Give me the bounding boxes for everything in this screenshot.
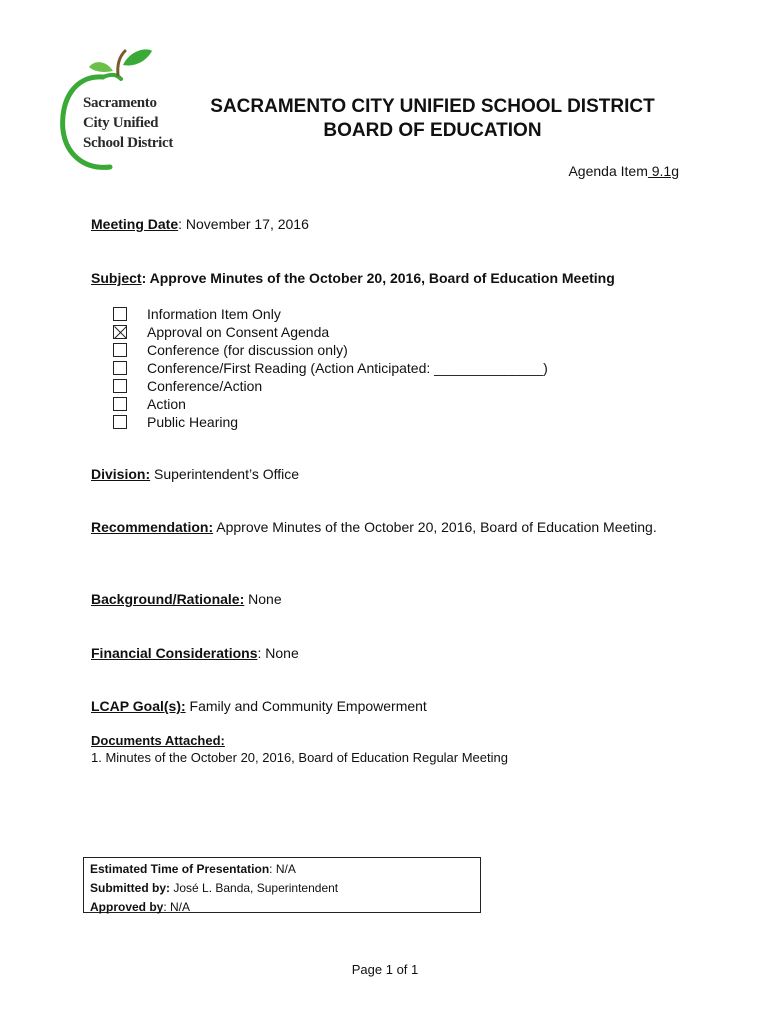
lcap-label: LCAP Goal(s):: [91, 698, 186, 714]
agenda-item: [568, 163, 679, 179]
approved-by-value: : N/A: [163, 900, 191, 914]
recommendation-value: Approve Minutes of the October 20, 2016, Board of Education Meeting.: [213, 519, 657, 535]
approved-by: [90, 898, 474, 917]
checkbox-conference[interactable]: [113, 343, 127, 357]
approved-by-label: Approved by: [90, 900, 164, 914]
checklist-item: [113, 359, 548, 377]
recommendation-label: Recommendation:: [91, 519, 214, 535]
logo-line-2: City Unified: [83, 115, 159, 131]
estimated-time-value: : N/A: [269, 862, 296, 876]
checklist-item: [113, 341, 548, 359]
checklist-label: Action: [147, 396, 186, 412]
checklist-label: Public Hearing: [147, 414, 239, 430]
financial-considerations: [91, 644, 671, 663]
checklist-label: Conference (for discussion only): [147, 342, 348, 358]
document-title: [160, 95, 705, 143]
documents-attached-item: 1. Minutes of the October 20, 2016, Board of Education Regular Meeting: [91, 750, 508, 765]
submitted-by-value: José L. Banda, Superintendent: [170, 881, 339, 895]
meeting-date-value: : November 17, 2016: [178, 216, 309, 232]
lcap-goals: [91, 697, 671, 716]
item-type-checklist: [113, 305, 548, 431]
checklist-item: [113, 413, 548, 431]
estimated-time: [90, 860, 474, 879]
subject: [91, 269, 671, 288]
checklist-label: Information Item Only: [147, 306, 281, 322]
checkbox-consent-agenda[interactable]: [113, 325, 127, 339]
checklist-item: [113, 305, 548, 323]
background-value: None: [244, 591, 282, 607]
agenda-item-prefix: Agenda Item: [568, 163, 648, 179]
checklist-item: [113, 395, 548, 413]
checkbox-public-hearing[interactable]: [113, 415, 127, 429]
documents-attached-label: Documents Attached:: [91, 733, 225, 748]
subject-value: : Approve Minutes of the October 20, 2016, Board of Education Meeting: [141, 270, 615, 286]
recommendation: [91, 518, 666, 537]
financial-label: Financial Considerations: [91, 645, 258, 661]
logo-line-1: Sacramento: [83, 95, 157, 111]
checklist-label: Approval on Consent Agenda: [147, 324, 330, 340]
agenda-item-number: 9.1g: [647, 163, 679, 179]
checkbox-information[interactable]: [113, 307, 127, 321]
submitted-by-label: Submitted by:: [90, 881, 170, 895]
presentation-info-box: [83, 857, 481, 913]
financial-value: : None: [257, 645, 299, 661]
lcap-value: Family and Community Empowerment: [185, 698, 427, 714]
checklist-label: Conference/First Reading (Action Anticipated: ______________): [147, 360, 548, 376]
page-number: Page 1 of 1: [351, 962, 419, 977]
subject-label: Subject: [91, 270, 142, 286]
checklist-label: Conference/Action: [147, 378, 263, 394]
background-rationale: [91, 590, 671, 609]
meeting-date: [91, 215, 671, 234]
logo-line-3: School District: [83, 135, 174, 151]
submitted-by: [90, 879, 474, 898]
checklist-item: [113, 377, 548, 395]
checkbox-action[interactable]: [113, 397, 127, 411]
checkbox-conference-action[interactable]: [113, 379, 127, 393]
background-label: Background/Rationale:: [91, 591, 245, 607]
title-line-1: SACRAMENTO CITY UNIFIED SCHOOL DISTRICT: [210, 96, 655, 117]
meeting-date-label: Meeting Date: [91, 216, 179, 232]
estimated-time-label: Estimated Time of Presentation: [90, 862, 270, 876]
title-line-2: BOARD OF EDUCATION: [323, 120, 542, 141]
division-label: Division:: [91, 466, 151, 482]
checklist-item: [113, 323, 548, 341]
checkbox-first-reading[interactable]: [113, 361, 127, 375]
division: [91, 465, 671, 484]
division-value: Superintendent’s Office: [150, 466, 300, 482]
